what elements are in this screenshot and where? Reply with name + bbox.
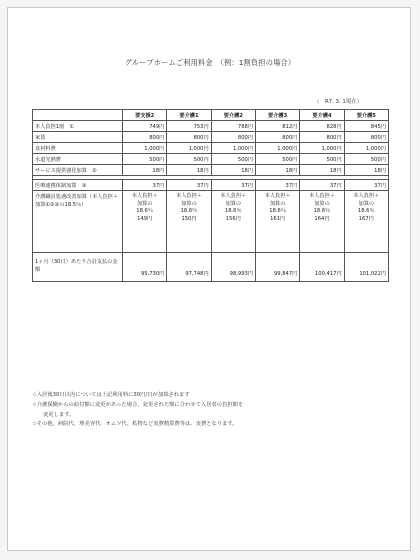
treatment-improvement-row [33,191,389,253]
table-cell: 800円 [255,132,299,143]
table-cell: 1,000円 [255,143,299,154]
table-cell: 500円 [344,154,388,165]
table-cell: 37円 [300,180,344,191]
table-cell: 749円 [123,121,167,132]
table-cell: 1,000円 [344,143,388,154]
table-cell: 800円 [123,132,167,143]
table-cell: 101,022円 [344,253,388,282]
table-cell: 18円 [123,165,167,176]
header-care-level: 要介護4 [300,110,344,121]
medical-cooperation-row [33,180,389,191]
table-cell: 1,000円 [300,143,344,154]
monthly-total-row [33,253,389,282]
document-page [7,7,411,551]
as-of-date: （ R7. 3. 1現在） [314,99,362,105]
row-label: 水道光熱費 [33,154,123,165]
table-cell: 500円 [300,154,344,165]
note-line: ☆入居後30日以内については上記利用料に30円/日が加算されます [32,392,190,398]
note-line: ☆介護保険からの給付額に変更があった場合、変更された額に合わせて入居者の負担額を [32,401,244,408]
table-cell: 37円 [344,180,388,191]
table-cell: 37円 [211,180,255,191]
table-cell: 18円 [211,165,255,176]
table-cell: 97,748円 [167,253,211,282]
table-cell: 500円 [255,154,299,165]
table-row [33,154,389,165]
table-cell: 828円 [300,121,344,132]
table-row [33,132,389,143]
table-cell: 500円 [123,154,167,165]
table-cell: 753円 [167,121,211,132]
table-cell: 1,000円 [167,143,211,154]
table-cell: 812円 [255,121,299,132]
page-title: グループホームご利用料金 （例：1割負担の場合） [124,58,296,67]
table-cell: 本人負担＋ 加算の 18.6％ 150円 [167,191,211,253]
table-cell: 18円 [344,165,388,176]
header-care-level: 要介護2 [211,110,255,121]
table-cell: 37円 [167,180,211,191]
table-header-row [33,110,389,121]
table-cell: 本人負担＋ 加算の 18.6％ 156円 [211,191,255,253]
table-cell: 800円 [167,132,211,143]
table-cell: 18円 [167,165,211,176]
fee-table [32,109,389,282]
row-label: 食材料費 [33,143,123,154]
header-care-level: 要介護5 [344,110,388,121]
header-care-level: 要介護3 [255,110,299,121]
header-care-level: 要介護1 [167,110,211,121]
table-row [33,121,389,132]
header-corner [33,110,123,121]
table-cell: 800円 [344,132,388,143]
table-cell: 18円 [300,165,344,176]
table-cell: 本人負担＋ 加算の 18.6％ 164円 [300,191,344,253]
table-cell: 788円 [211,121,255,132]
table-cell: 本人負担＋ 加算の 18.6％ 167円 [344,191,388,253]
table-cell: 500円 [167,154,211,165]
table-cell: 95,730円 [123,253,167,282]
row-label: 医療連携体制加算 ③ [33,180,123,191]
table-cell: 本人負担＋ 加算の 18.6％ 161円 [255,191,299,253]
row-label: サービス提供強化加算 ② [33,165,123,176]
table-cell: 500円 [211,154,255,165]
table-cell: 1,000円 [123,143,167,154]
table-cell: 1,000円 [211,143,255,154]
row-label: 介護職員処遇改善加算（本人負担＋加算①②③の18.5％） [33,191,123,253]
table-cell: 本人負担＋ 加算の 18.6％ 149円 [123,191,167,253]
table-cell: 800円 [300,132,344,143]
table-cell: 18円 [255,165,299,176]
row-label: 本人負担1割 ① [33,121,123,132]
table-cell: 98,993円 [211,253,255,282]
table-cell: 800円 [211,132,255,143]
table-row [33,165,389,176]
row-label: 家賃 [33,132,123,143]
notes-section [32,391,392,430]
note-line: ☆その他、病院代、理美容代、オムツ代、私物など実費精算費等は、実費となります。 [32,421,238,428]
header-care-level: 要支援2 [123,110,167,121]
table-cell: 37円 [123,180,167,191]
table-cell: 845円 [344,121,388,132]
table-cell: 99,847円 [255,253,299,282]
table-cell: 37円 [255,180,299,191]
row-label: 1ヶ月（30日）あたり合計支払の金額 [33,253,123,282]
table-row [33,143,389,154]
table-cell: 100,417円 [300,253,344,282]
note-line: 変更します。 [43,411,75,418]
